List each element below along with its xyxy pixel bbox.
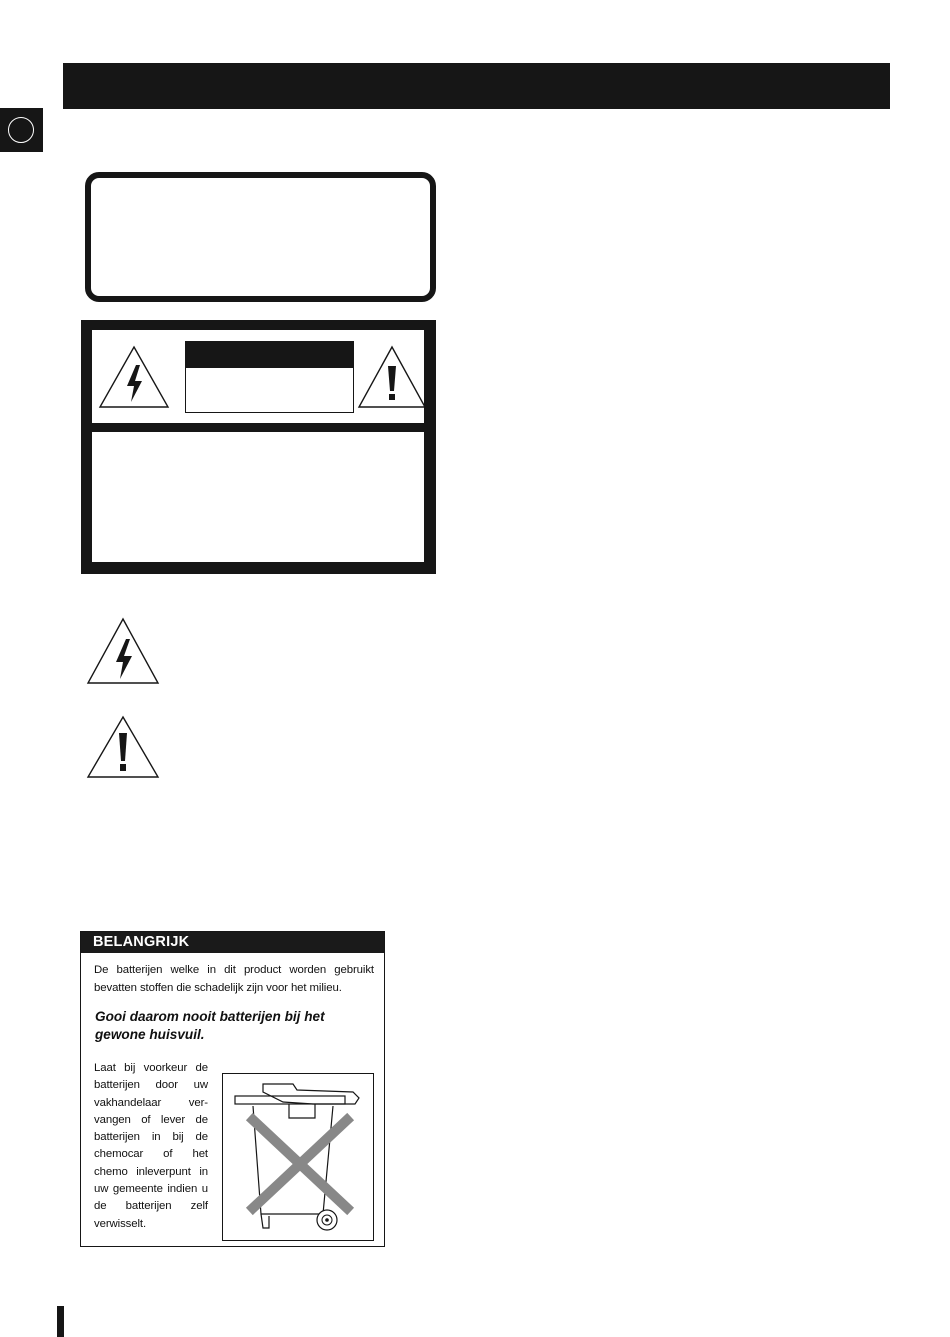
caution-label: [81, 320, 436, 574]
lightning-warning-triangle-icon: [86, 616, 160, 686]
battery-disposal-notice: [80, 931, 385, 1247]
notice-box: [85, 172, 436, 302]
lightning-warning-triangle-icon: [98, 344, 170, 410]
caution-header-bar: [186, 342, 353, 368]
bin-illustration-frame: [222, 1073, 374, 1241]
notice-advice-text: Laat bij voorkeur de batterijen door uw vakhandelaar ver-vangen of lever de batterijen in bij de chemocar of het chemo inleverpunt in uw gemeente indien u de batterijen zelf verwisselt.: [94, 1062, 208, 1230]
crossed-out-wheelie-bin-icon: [223, 1074, 373, 1240]
circle-icon: [8, 117, 34, 143]
language-tab: [0, 108, 43, 152]
notice-emphasis-text: Gooi daarom nooit batterijen bij het gewone huisvuil.: [95, 1009, 325, 1042]
notice-header: [81, 932, 384, 953]
caution-center-box: [185, 341, 354, 413]
exclamation-warning-triangle-icon: [357, 344, 427, 410]
caution-label-symbols-panel: [92, 330, 424, 423]
exclamation-warning-triangle-icon: [86, 714, 160, 780]
notice-title: BELANGRIJK: [93, 934, 190, 950]
notice-intro-text: De batterijen welke in dit product worden gebruikt bevatten stoffen die schadelijk zijn voor het milieu.: [94, 964, 374, 994]
page-marker-bar: [57, 1306, 64, 1337]
caution-label-text-panel: [92, 432, 424, 562]
header-bar: [63, 63, 890, 109]
